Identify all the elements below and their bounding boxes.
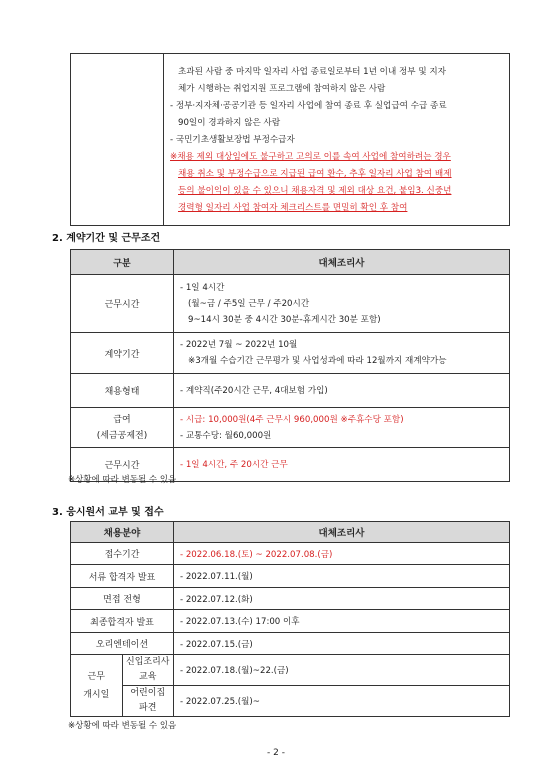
row-label: 면접 전형 [71,588,174,610]
exclusion-label-cell [71,54,164,226]
row-label: 계약기간 [71,333,174,374]
table-row [71,588,510,610]
start-date-label [71,655,123,717]
row-label: 오리엔테이션 [71,633,174,655]
row-label: 접수기간 [71,543,174,565]
row-value [174,408,510,448]
table-row [71,374,510,408]
table-row [71,610,510,633]
row-value: - 1일 4시간, 주 20시간 근무 [174,448,510,482]
table-header-row [71,250,510,275]
exclusion-content-cell [164,54,510,226]
row-value: - 2022.07.18.(월)~22.(금) [174,655,510,686]
schedule-table [70,521,510,717]
table-row [71,408,510,448]
exclusion-line: 90일이 경과하지 않은 사람 [178,118,281,128]
row-value: - 2022.07.11.(월) [174,565,510,588]
value-line: - 2022년 7월 ~ 2022년 10월 [180,340,298,350]
exclusion-line: 체가 시행하는 취업지원 프로그램에 참여하지 않은 사람 [178,84,386,94]
row-value [174,275,510,333]
exclusion-table [70,53,510,226]
row-label: 서류 합격자 발표 [71,565,174,588]
label-line: 신입조리사 [126,657,170,667]
transport-line: - 교통수당: 월60,000원 [180,430,272,441]
exclusion-line: 초과된 사람 중 마지막 일자리 사업 종료일로부터 1년 이내 정부 및 지자 [178,67,446,77]
table-header-row [71,522,510,543]
table-row [71,633,510,655]
table-row [71,686,510,717]
warning-line: 경력형 일자리 사업 참여자 체크리스트를 면밀히 확인 후 참여 [178,203,408,213]
row-label: 최종합격자 발표 [71,610,174,633]
header-position: 대체조리사 [174,250,510,275]
row-value: - 2022.06.18.(토) ~ 2022.07.08.(금) [174,543,510,565]
value-line: ※3개월 수습기간 근무평가 및 사업성과에 따라 12월까지 재계약가능 [188,356,447,366]
row-value: - 2022.07.15.(금) [174,633,510,655]
row-value: - 2022.07.25.(월)~ [174,686,510,717]
row-label: 근무시간 [71,275,174,333]
table-row [71,333,510,374]
label-line: 개시일 [83,689,110,700]
label-line: 급여 [113,414,131,425]
warning-line: ※채용 제외 대상임에도 불구하고 고의로 이를 속여 사업에 참여하려는 경우 [170,152,451,162]
table-row [71,655,510,686]
row-label [71,408,174,448]
table-row [71,565,510,588]
work-conditions-table [70,249,510,482]
page-number: - 2 - [267,748,285,758]
row-value: - 계약직(주20시간 근무, 4대보험 가입) [174,374,510,408]
section-3-title: 3. 응시원서 교부 및 접수 [52,507,164,518]
section-2-note: ※상황에 따라 변동될 수 있음 [68,475,177,485]
label-line: 근무 [87,671,105,682]
section-3-note: ※상황에 따라 변동될 수 있음 [68,721,177,731]
label-line: 어린이집 [130,688,166,698]
sub-label [122,686,174,717]
row-value [174,333,510,374]
header-field: 채용분야 [71,522,174,543]
row-label: 근무시간 [71,448,174,482]
section-2-title: 2. 계약기간 및 근무조건 [52,233,161,244]
warning-line: 등의 불이익이 있을 수 있으니 채용자격 및 제외 대상 요건, 붙임3. 신중년 [178,186,452,196]
sub-label [122,655,174,686]
row-label: 채용형태 [71,374,174,408]
value-line: (월~금 / 주5일 근무 / 주20시간 [188,298,310,309]
label-line: 교육 [139,672,157,682]
header-category: 구분 [71,250,174,275]
label-line: (세금공제전) [96,430,148,441]
table-row [71,543,510,565]
pay-line: - 시급: 10,000원(4주 근무시 960,000원 ※주휴수당 포함) [180,414,404,425]
row-value: - 2022.07.13.(수) 17:00 이후 [174,610,510,633]
warning-line: 채용 취소 및 부정수급으로 지급된 급여 환수, 추후 일자리 사업 참여 배제 [178,169,452,179]
row-value: - 2022.07.12.(화) [174,588,510,610]
exclusion-line: - 정부·지자체·공공기관 등 일자리 사업에 참여 종료 후 실업급여 수급 종료 [170,101,447,111]
value-line: - 1일 4시간 [180,282,225,293]
value-line: 9~14시 30분 중 4시간 30분-휴게시간 30분 포함) [188,314,381,325]
label-line: 파견 [139,703,157,713]
table-row [71,275,510,333]
header-position: 대체조리사 [174,522,510,543]
exclusion-line: - 국민기초생활보장법 부정수급자 [170,135,295,145]
